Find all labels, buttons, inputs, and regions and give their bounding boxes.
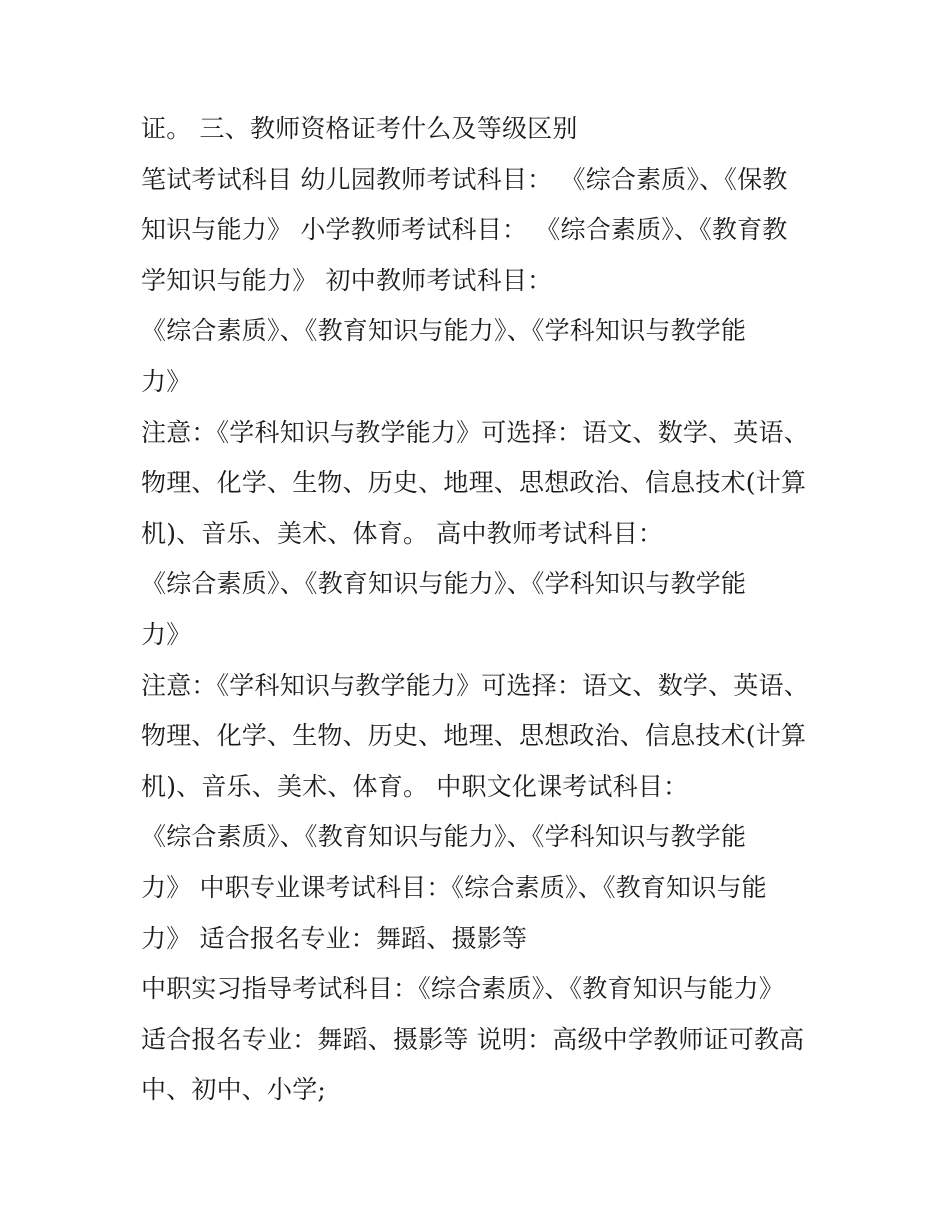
text-line: 《综合素质》、《教育知识与能力》、《学科知识与教学能	[141, 822, 747, 852]
text-line: 力》	[141, 619, 192, 649]
text-line: 物理、化学、生物、历史、地理、思想政治、信息技术(计算	[141, 468, 807, 498]
text-line: 中、初中、小学;	[141, 1075, 327, 1105]
text-line: 笔试考试科目 幼儿园教师考试科目： 《综合素质》、《保教	[141, 164, 788, 194]
text-line: 中职实习指导考试科目：《综合素质》、《教育知识与能力》	[141, 974, 784, 1004]
text-line: 注意：《学科知识与教学能力》可选择：语文、数学、英语、	[141, 417, 809, 447]
text-line: 力》	[141, 366, 192, 396]
text-line: 学知识与能力》 初中教师考试科目：	[141, 265, 553, 295]
text-line: 证。 三、教师资格证考什么及等级区别	[141, 114, 578, 143]
text-line: 知识与能力》 小学教师考试科目： 《综合素质》、《教育教	[141, 215, 788, 245]
text-line: 《综合素质》、《教育知识与能力》、《学科知识与教学能	[141, 569, 747, 599]
text-line: 力》 中职专业课考试科目：《综合素质》、《教育知识与能	[141, 872, 767, 902]
text-line: 力》 适合报名专业：舞蹈、摄影等	[141, 923, 528, 953]
body-text	[141, 104, 821, 1116]
text-line: 《综合素质》、《教育知识与能力》、《学科知识与教学能	[141, 316, 747, 346]
text-line: 注意：《学科知识与教学能力》可选择：语文、数学、英语、	[141, 670, 809, 700]
text-line: 机)、音乐、美术、体育。 高中教师考试科目：	[141, 518, 664, 548]
text-line: 机)、音乐、美术、体育。 中职文化课考试科目：	[141, 771, 689, 801]
text-line: 物理、化学、生物、历史、地理、思想政治、信息技术(计算	[141, 721, 807, 751]
text-line: 适合报名专业：舞蹈、摄影等 说明：高级中学教师证可教高	[141, 1024, 805, 1054]
